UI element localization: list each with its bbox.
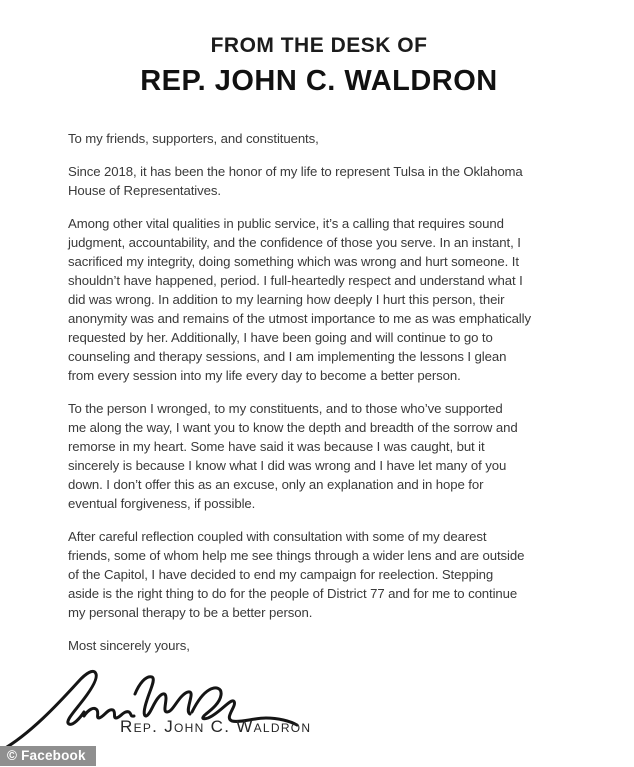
salutation: To my friends, supporters, and constituents,: [68, 131, 319, 146]
text-line: judgment, accountability, and the confidence of those you serve. In an instant, I: [68, 235, 521, 250]
text-line: did was wrong. In addition to my learning how deeply I hurt this person, their: [68, 292, 505, 307]
text-line: of the Capitol, I have decided to end my campaign for reelection. Stepping: [68, 567, 494, 582]
paragraph-2: [68, 214, 570, 385]
text-line: my personal therapy to be a better person.: [68, 605, 313, 620]
text-line: To the person I wronged, to my constituents, and to those who’ve supported: [68, 401, 503, 416]
text-line: sacrificed my integrity, doing something which was wrong and hurt someone. It: [68, 254, 519, 269]
text-line: After careful reflection coupled with consultation with some of my dearest: [68, 529, 487, 544]
text-line: requested by her. Additionally, I have been going and will continue to go to: [68, 330, 493, 345]
paragraph-1: [68, 162, 570, 200]
letter-header: [68, 34, 570, 98]
paragraph-3: [68, 399, 570, 513]
text-line: shouldn’t have happened, period. I full-heartedly respect and understand what I: [68, 273, 523, 288]
letter-heading-kicker: FROM THE DESK OF: [210, 34, 428, 57]
text-line: down. I don’t offer this as an excuse, only an explanation and in hope for: [68, 477, 484, 492]
text-line: remorse in my heart. Some have said it was because I was caught, but it: [68, 439, 485, 454]
text-line: counseling and therapy sessions, and I am implementing the lessons I glean: [68, 349, 507, 364]
handwritten-signature-icon: [0, 660, 300, 752]
text-line: me along the way, I want you to know the depth and breadth of the sorrow and: [68, 420, 518, 435]
text-line: anonymity was and remains of the utmost importance to me as was emphatically: [68, 311, 531, 326]
signature-typed-name: Rep. John C. Waldron: [120, 717, 312, 736]
text-line: Since 2018, it has been the honor of my life to represent Tulsa in the Oklahoma: [68, 164, 523, 179]
text-line: eventual forgiveness, if possible.: [68, 496, 256, 511]
text-line: friends, some of whom help me see things through a wider lens and are outside: [68, 548, 525, 563]
text-line: from every session into my life every day to become a better person.: [68, 368, 461, 383]
facebook-credit-label: © Facebook: [7, 748, 86, 763]
closing-line: Most sincerely yours,: [68, 638, 190, 653]
letter-body: [68, 129, 570, 655]
text-line: aside is the right thing to do for the people of District 77 and for me to continue: [68, 586, 518, 601]
text-line: Among other vital qualities in public service, it’s a calling that requires sound: [68, 216, 504, 231]
paragraph-4: [68, 527, 570, 622]
text-line: sincerely is because I know what I did was wrong and I have let many of you: [68, 458, 507, 473]
facebook-credit-badge: [0, 746, 96, 766]
text-line: House of Representatives.: [68, 183, 221, 198]
letter-heading-name: REP. JOHN C. WALDRON: [140, 65, 498, 97]
